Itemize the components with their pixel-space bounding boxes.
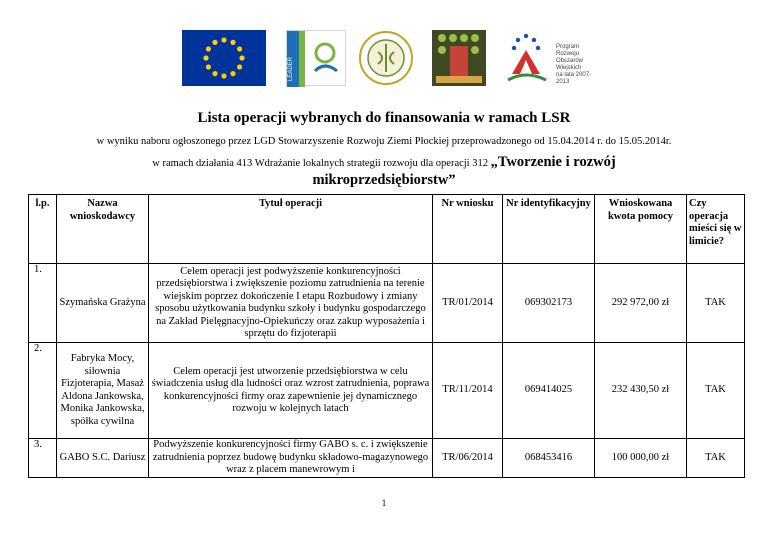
header-amount: Wnioskowana kwota pomocy bbox=[595, 195, 687, 264]
cell-lp: 2. bbox=[29, 343, 57, 439]
prow-text-line: Obszarów bbox=[556, 58, 584, 64]
prow-text-line: Wiejskich bbox=[556, 65, 582, 71]
stowarzyszenie-rozwoju-ziemi-plockiej-logo bbox=[358, 30, 414, 86]
cell-app-no: TR/11/2014 bbox=[433, 343, 503, 439]
logo-strip bbox=[0, 30, 768, 86]
cell-title: Podwyższenie konkurencyjności firmy GABO s. c. i zwiększenie zatrudnienia poprzez budowę budynku składowo-magazynowego wraz z placem manewrowym i bbox=[149, 439, 433, 478]
cell-name: Fabryka Mocy, siłownia Fizjoterapia, Masaż Aldona Jankowska, Monika Jankowska, spółka cywilna bbox=[57, 343, 149, 439]
cell-app-no: TR/01/2014 bbox=[433, 264, 503, 343]
header-id-no: Nr identyfikacyjny bbox=[503, 195, 595, 264]
operations-table bbox=[28, 194, 745, 478]
cell-limit: TAK bbox=[687, 343, 745, 439]
cell-limit: TAK bbox=[687, 264, 745, 343]
header-name: Nazwa wnioskodawcy bbox=[57, 195, 149, 264]
document-title: Lista operacji wybranych do finansowania w ramach LSR bbox=[197, 110, 571, 126]
cell-title: Celem operacji jest podwyższenie konkurencyjności przedsiębiorstwa i zwiększenie poziomu zatrudnienia na terenie wiejskim poprzez dokończenie I etapu Rozbudowy i zmiany sposobu użytkowania budynku szkoły i budynku gospodarczego na Zakład Pielęgnacyjno-Opiekuńczy oraz zakup wyposażenia i sprzętu do fizjoterapii bbox=[149, 264, 433, 343]
cell-amount: 232 430,50 zł bbox=[595, 343, 687, 439]
prow-text-line: Rozwoju bbox=[556, 51, 580, 57]
subtitle-line-1: w wyniku naboru ogłoszonego przez LGD Stowarzyszenie Rozwoju Ziemi Płockiej przeprowadzonego od 15.04.2014 r. do 15.05.2014r. bbox=[96, 136, 672, 147]
header-title: Tytuł operacji bbox=[149, 195, 433, 264]
subtitle-line-2-emphasis: „Tworzenie i rozwój bbox=[490, 154, 616, 170]
gminy-logo bbox=[432, 30, 486, 86]
prow-logo bbox=[500, 30, 600, 86]
subtitle-line-3: mikroprzedsiębiorstw” bbox=[312, 172, 456, 188]
cell-amount: 292 972,00 zł bbox=[595, 264, 687, 343]
header-app-no: Nr wniosku bbox=[433, 195, 503, 264]
cell-id-no: 069302173 bbox=[503, 264, 595, 343]
cell-name: GABO S.C. Dariusz bbox=[57, 439, 149, 478]
eu-flag-icon bbox=[182, 30, 266, 86]
header-limit: Czy operacja mieści się w limicie? bbox=[687, 195, 745, 264]
table-row bbox=[29, 343, 745, 439]
table-header-row bbox=[29, 195, 745, 264]
prow-text-line: Program bbox=[556, 44, 580, 50]
cell-id-no: 069414025 bbox=[503, 343, 595, 439]
cell-title: Celem operacji jest utworzenie przedsiębiorstwa w celu świadczenia usług dla ludności oraz wzrost zatrudnienia, poprawa konkurencyjności firmy oraz zapewnienie jej dynamicznego rozwoju w kolejnych latach bbox=[149, 343, 433, 439]
page-number: 1 bbox=[381, 498, 387, 508]
svg-text:LEADER: LEADER bbox=[288, 56, 294, 81]
subtitle-line-2-prefix: w ramach działania 413 Wdrażanie lokalnych strategii rozwoju dla operacji 312 bbox=[152, 158, 488, 169]
subtitle-line-2 bbox=[0, 154, 768, 171]
cell-name: Szymańska Grażyna bbox=[57, 264, 149, 343]
prow-text-line: na lata 2007-2013 bbox=[556, 72, 592, 85]
table-row bbox=[29, 439, 745, 478]
cell-id-no: 068453416 bbox=[503, 439, 595, 478]
cell-limit: TAK bbox=[687, 439, 745, 478]
cell-lp: 3. bbox=[29, 439, 57, 478]
header-lp: l.p. bbox=[29, 195, 57, 264]
table-row bbox=[29, 264, 745, 343]
cell-app-no: TR/06/2014 bbox=[433, 439, 503, 478]
leader-logo bbox=[286, 30, 346, 86]
cell-amount: 100 000,00 zł bbox=[595, 439, 687, 478]
cell-lp: 1. bbox=[29, 264, 57, 343]
